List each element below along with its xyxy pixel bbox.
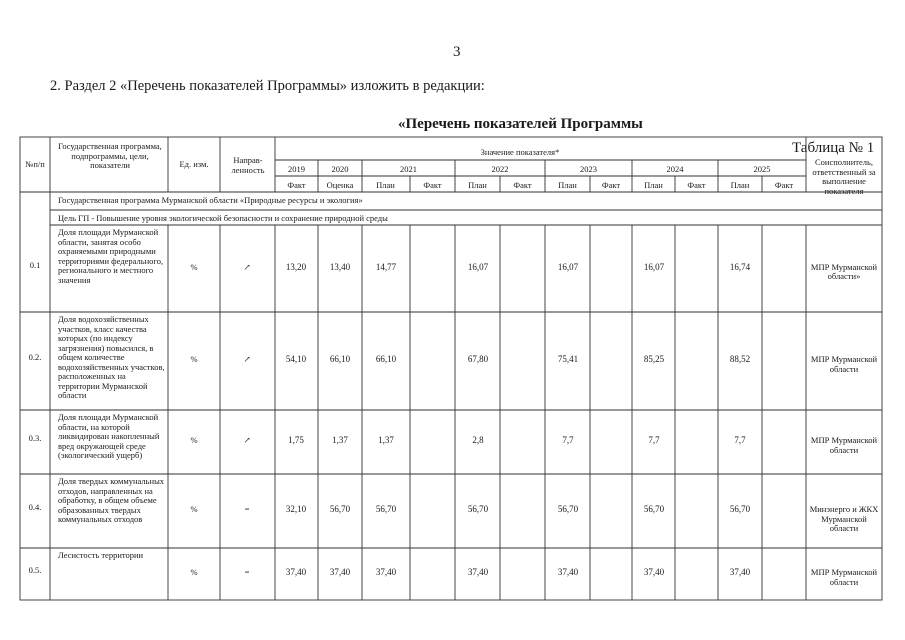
header-unit: Ед. изм. <box>179 159 209 169</box>
row-value: 16,07 <box>467 261 489 272</box>
subheader-plan: План <box>558 180 577 190</box>
row-responsible: МПР Мурманской области <box>810 354 878 374</box>
row-num: 0.3. <box>28 433 42 443</box>
row-value: 37,40 <box>557 567 579 577</box>
row-value: 85,25 <box>643 354 665 364</box>
row-num: 0.2. <box>28 352 42 362</box>
subheader-fact: Факт <box>423 180 442 190</box>
row-value: 14,77 <box>375 261 397 272</box>
row-value: 37,40 <box>329 567 351 577</box>
row-value: 56,70 <box>643 504 665 514</box>
row-value: 13,20 <box>285 261 307 272</box>
row-unit: % <box>190 567 198 577</box>
year-2024: 2024 <box>666 164 684 174</box>
row-responsible: МПР Мурманской области <box>810 567 878 587</box>
row-value: 54,10 <box>285 354 307 364</box>
subheader-estimate: Оценка <box>326 180 354 190</box>
row-num: 0.5. <box>28 565 42 575</box>
row-responsible: Минэнерго и ЖКХ Мурманской области <box>809 504 879 533</box>
row-direction: ↗ <box>243 354 251 364</box>
year-2025: 2025 <box>753 164 771 174</box>
row-value: 66,10 <box>375 354 397 364</box>
row-unit: % <box>190 261 198 272</box>
year-2020: 2020 <box>331 164 349 174</box>
year-2023: 2023 <box>580 164 597 174</box>
subheader-fact: Факт <box>287 180 306 190</box>
header-values-group: Значение показателя* <box>480 147 560 157</box>
row-value: 7,7 <box>734 435 746 445</box>
row-value: 88,52 <box>729 354 751 364</box>
row-name: Лесистость территории <box>58 550 144 560</box>
row-value: 2,8 <box>472 435 484 445</box>
subheader-plan: План <box>644 180 663 190</box>
row-name: Доля водохозяйственных участков, класс качества которых (по индексу загрязнения) повысился, в общем количестве водохозяйственных участков, расположенных на территории Мурманской области <box>58 314 165 400</box>
row-value: 56,70 <box>375 504 397 514</box>
row-value: 13,40 <box>329 261 351 272</box>
year-2021: 2021 <box>400 164 417 174</box>
row-value: 1,75 <box>288 435 304 445</box>
table-label: Таблица № 1 <box>792 140 875 156</box>
row-value: 37,40 <box>285 567 307 577</box>
row-value: 16,07 <box>557 261 579 272</box>
row-value: 75,41 <box>557 354 579 364</box>
row-value: 56,70 <box>329 504 351 514</box>
row-value: 7,7 <box>648 435 660 445</box>
row-value: 37,40 <box>729 567 751 577</box>
row-unit: % <box>190 435 198 445</box>
row-value: 16,74 <box>729 261 751 272</box>
row-responsible: МПР Мурманской области <box>810 435 878 455</box>
program-row: Государственная программа Мурманской области «Природные ресурсы и экология» <box>58 195 363 205</box>
year-2019: 2019 <box>288 164 305 174</box>
row-value: 56,70 <box>467 504 489 514</box>
header-responsible: Соисполнитель, ответственный за выполнение показателя <box>812 157 876 196</box>
row-unit: % <box>190 504 198 514</box>
subheader-plan: План <box>468 180 487 190</box>
subheader-fact: Факт <box>601 180 621 190</box>
row-direction: = <box>244 504 250 514</box>
row-value: 7,7 <box>562 435 574 445</box>
row-name: Доля площади Мурманской области, занятая особо охраняемыми природными территориями федерального, регионального и местного значения <box>58 227 164 285</box>
header-num: №п/п <box>25 159 45 169</box>
subheader-plan: План <box>730 180 750 190</box>
subheader-fact: Факт <box>687 180 706 190</box>
row-value: 37,40 <box>643 567 665 577</box>
subheader-fact: Факт <box>513 180 532 190</box>
row-value: 16,07 <box>643 261 665 272</box>
document-title: «Перечень показателей Программы <box>398 116 643 132</box>
row-value: 1,37 <box>378 435 394 445</box>
page-number: 3 <box>453 44 461 60</box>
row-name: Доля твердых коммунальных отходов, направленных на обработку, в общем объеме образованных твердых коммунальных отходов <box>58 476 165 524</box>
row-value: 56,70 <box>729 504 751 514</box>
row-num: 0.1 <box>29 259 41 270</box>
row-num: 0.4. <box>28 502 42 512</box>
goal-row: Цель ГП - Повышение уровня экологической безопасности и сохранение природной среды <box>58 213 388 223</box>
row-direction: ↗ <box>243 261 251 272</box>
row-direction: = <box>244 567 250 577</box>
row-value: 1,37 <box>332 435 348 445</box>
year-2022: 2022 <box>491 164 509 174</box>
row-value: 66,10 <box>329 354 351 364</box>
row-value: 32,10 <box>285 504 307 514</box>
row-value: 37,40 <box>375 567 397 577</box>
row-responsible: МПР Мурманской области» <box>810 261 878 281</box>
row-value: 37,40 <box>467 567 489 577</box>
row-value: 67,80 <box>467 354 489 364</box>
row-direction: ↗ <box>243 435 251 445</box>
intro-paragraph: 2. Раздел 2 «Перечень показателей Программы» изложить в редакции: <box>50 78 485 94</box>
header-name: Государственная программа, подпрограммы, цели, показатели <box>58 141 162 170</box>
subheader-fact: Факт <box>774 180 794 190</box>
subheader-plan: План <box>376 180 395 190</box>
row-name: Доля площади Мурманской области, на которой ликвидирован накопленный вред окружающей среде (экологический ущерб) <box>58 412 160 460</box>
row-unit: % <box>190 354 198 364</box>
header-direction: Направ-ленность <box>231 155 265 175</box>
row-value: 56,70 <box>557 504 579 514</box>
